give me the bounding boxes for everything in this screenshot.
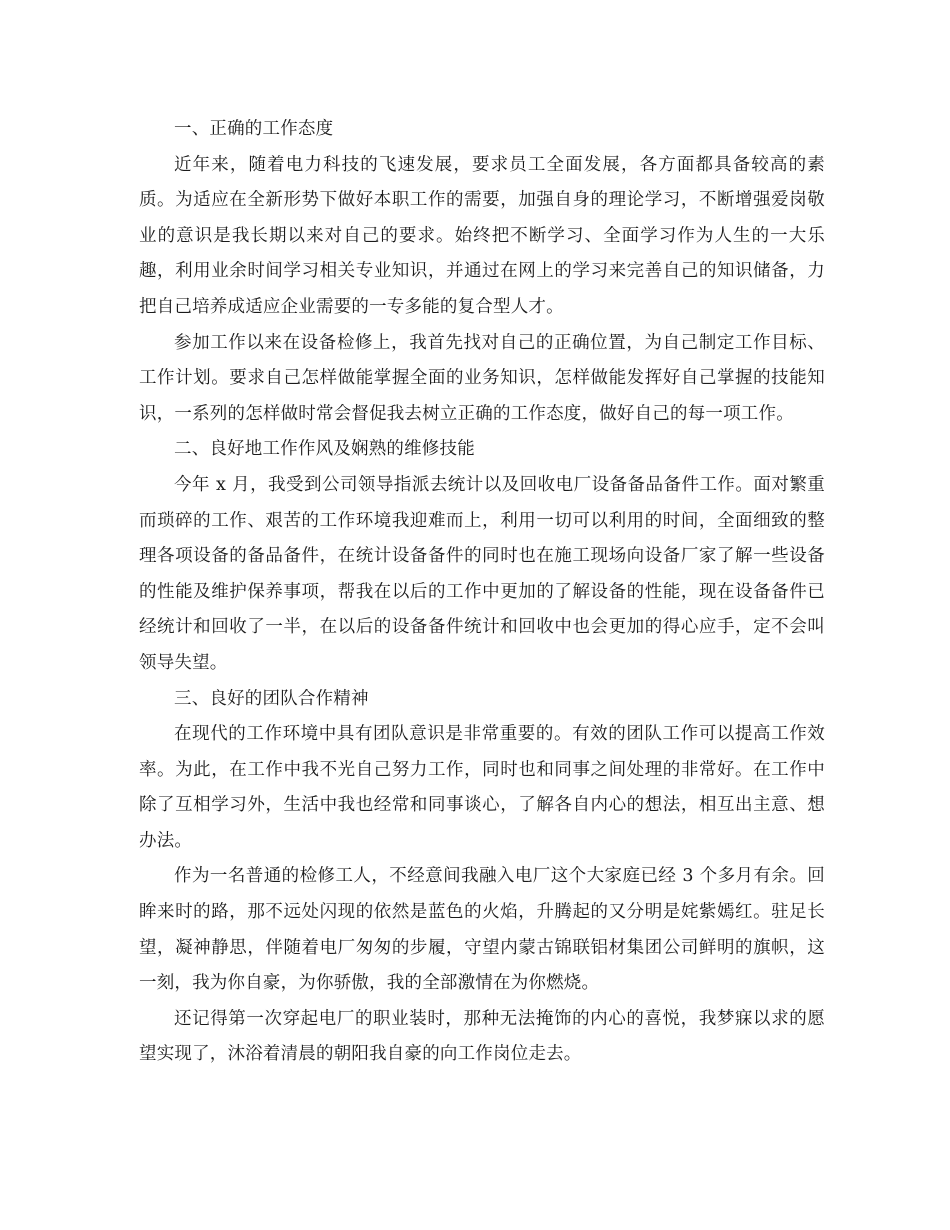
section-heading-1: 一、正确的工作态度 — [174, 119, 334, 139]
paragraph: 作为一名普通的检修工人，不经意间我融入电厂这个大家庭已经 3 个多月有余。回眸来时的路，那不远处闪现的依然是蓝色的火焰，升腾起的又分明是姹紫嫣红。驻足长望，凝神静思，伴随着电厂匆匆的步履，守望内蒙古锦联铝材集团公司鲜明的旗帜，这一刻，我为你自豪，为你骄傲，我的全部激情在为你燃烧。 — [139, 866, 825, 994]
document-body — [139, 112, 825, 1073]
paragraph: 在现代的工作环境中具有团队意识是非常重要的。有效的团队工作可以提高工作效率。为此，在工作中我不光自己努力工作，同时也和同事之间处理的非常好。在工作中除了互相学习外，生活中我也经常和同事谈心，了解各自内心的想法，相互出主意、想办法。 — [139, 724, 825, 851]
paragraph: 今年 x 月，我受到公司领导指派去统计以及回收电厂设备备品备件工作。面对繁重而琐碎的工作、艰苦的工作环境我迎难而上，利用一切可以利用的时间，全面细致的整理各项设备的备品备件，在统计设备备件的同时也在施工现场向设备厂家了解一些设备的性能及维护保养事项，帮我在以后的工作中更加的了解设备的性能，现在设备备件已经统计和回收了一半，在以后的设备备件统计和回收中也会更加的得心应手，定不会叫领导失望。 — [139, 474, 825, 673]
section-heading-2: 二、良好地工作作风及娴熟的维修技能 — [174, 439, 475, 460]
paragraph: 参加工作以来在设备检修上，我首先找对自己的正确位置，为自己制定工作目标、工作计划。要求自己怎样做能掌握全面的业务知识，怎样做能发挥好自己掌握的技能知识，一系列的怎样做时常会督促我去树立正确的工作态度，做好自己的每一项工作。 — [139, 332, 825, 424]
section-heading-3: 三、良好的团队合作精神 — [174, 688, 369, 709]
paragraph: 还记得第一次穿起电厂的职业装时，那种无法掩饰的内心的喜悦，我梦寐以求的愿望实现了，沐浴着清晨的朝阳我自豪的向工作岗位走去。 — [139, 1008, 825, 1065]
paragraph: 近年来，随着电力科技的飞速发展，要求员工全面发展，各方面都具备较高的素质。为适应在全新形势下做好本职工作的需要，加强自身的理论学习，不断增强爱岗敬业的意识是我长期以来对自己的要求。始终把不断学习、全面学习作为人生的一大乐趣，利用业余时间学习相关专业知识，并通过在网上的学习来完善自己的知识储备，力把自己培养成适应企业需要的一专多能的复合型人才。 — [139, 154, 825, 317]
